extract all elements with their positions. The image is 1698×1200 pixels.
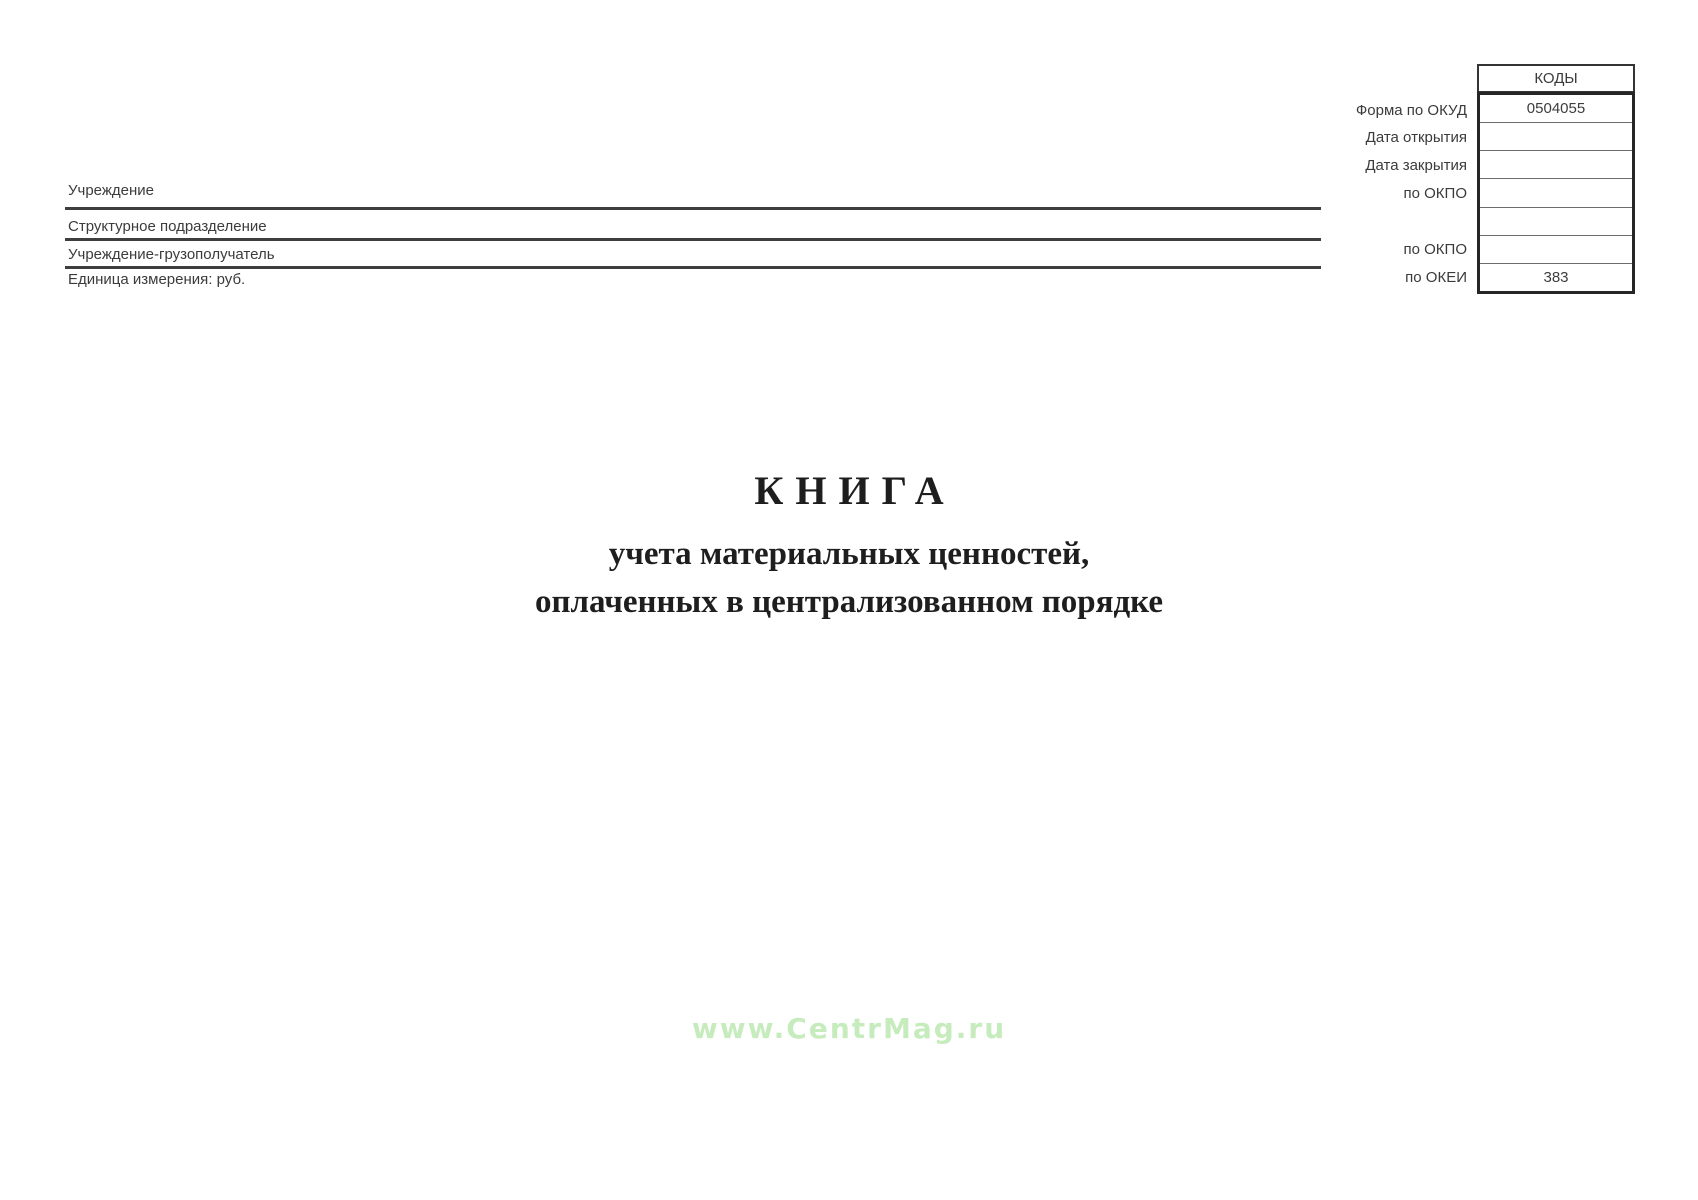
- code-cell-okpo-2: [1480, 236, 1632, 264]
- code-cell-okud: [1480, 95, 1632, 123]
- code-label-okei: по ОКЕИ: [1405, 269, 1467, 286]
- field-label-consignee: Учреждение-грузополучатель: [68, 246, 275, 263]
- field-label-subdivision: Структурное подразделение: [68, 218, 267, 235]
- code-label-date-open: Дата открытия: [1365, 129, 1467, 146]
- code-value-okei: 383: [1543, 268, 1569, 286]
- code-cell-okpo-1: [1480, 179, 1632, 207]
- code-cell-date-open: [1480, 123, 1632, 151]
- code-label-okpo-1: по ОКПО: [1403, 185, 1467, 202]
- field-line-subdivision: [65, 238, 1321, 241]
- document-title: [0, 468, 1698, 626]
- code-label-date-close: Дата закрытия: [1365, 157, 1467, 174]
- field-line-institution: [65, 207, 1321, 210]
- codes-table-header: [1477, 64, 1635, 93]
- code-label-okpo-2: по ОКПО: [1403, 241, 1467, 258]
- field-label-institution: Учреждение: [68, 182, 154, 199]
- codes-table: [1477, 92, 1635, 294]
- title-subline-1: учета материальных ценностей,: [608, 536, 1090, 572]
- code-label-okud: Форма по ОКУД: [1355, 102, 1467, 119]
- title-subline-2: оплаченных в централизованном порядке: [535, 584, 1163, 620]
- title-word-kniga: КНИГА: [754, 468, 956, 513]
- code-value-okud: 0504055: [1526, 100, 1586, 118]
- field-line-consignee: [65, 266, 1321, 269]
- centrmag-watermark: www.CentrMag.ru: [691, 1012, 1007, 1045]
- code-cell-okei: [1480, 264, 1632, 291]
- codes-header-label: КОДЫ: [1534, 70, 1578, 87]
- unit-of-measure-note: Единица измерения: руб.: [68, 271, 246, 288]
- code-cell-blank: [1480, 208, 1632, 236]
- code-cell-date-close: [1480, 151, 1632, 179]
